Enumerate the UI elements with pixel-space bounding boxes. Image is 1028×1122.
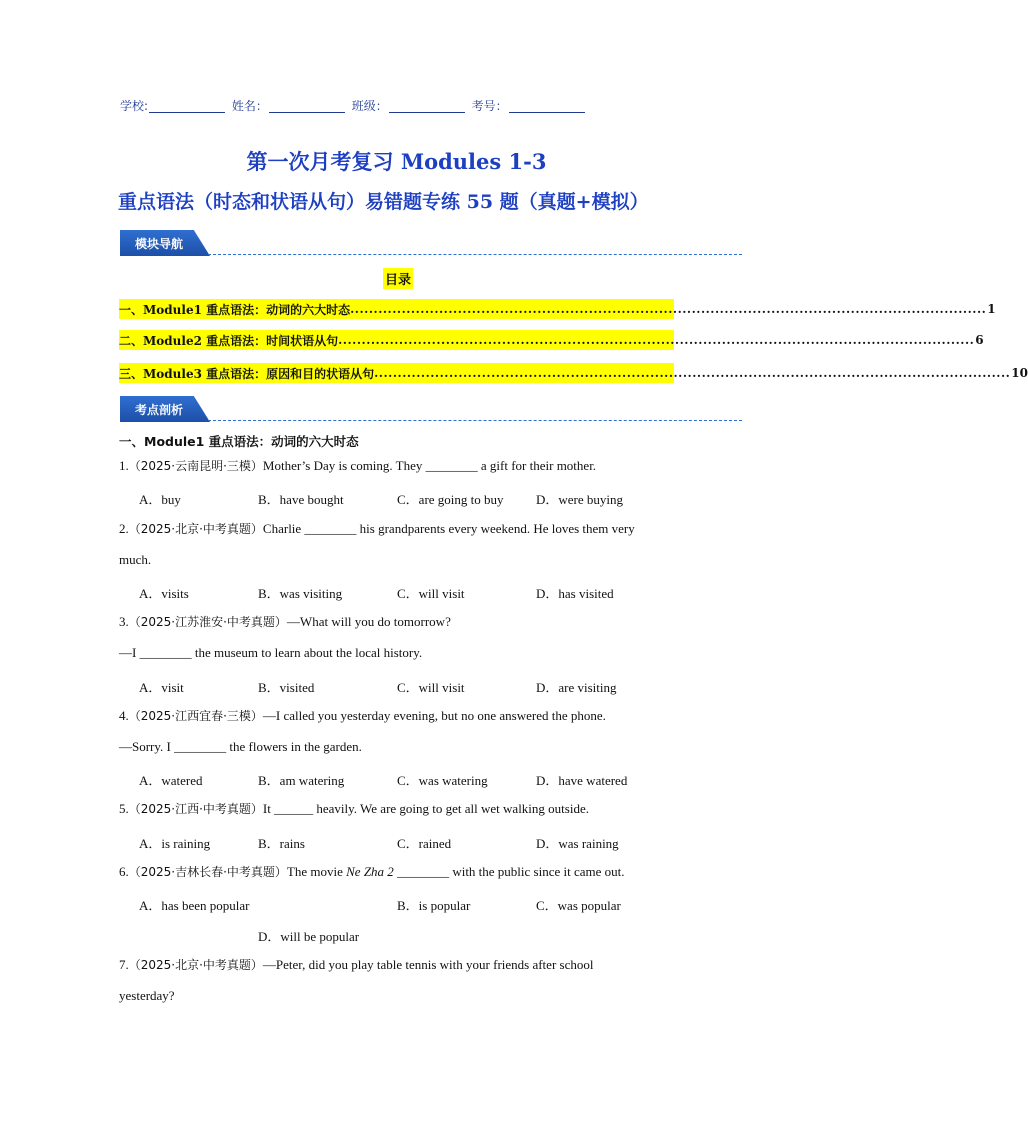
banner-label: 考点剖析: [135, 403, 184, 417]
option-d[interactable]: D．have watered: [536, 773, 628, 788]
toc-item[interactable]: [119, 330, 984, 350]
question-source: （2025·北京·中考真题）: [128, 958, 263, 972]
page-title: 第一次月考复习 Modules 1-3: [246, 149, 547, 174]
option-d[interactable]: D．has visited: [536, 586, 614, 601]
option-b[interactable]: B．visited: [258, 680, 315, 695]
question-number: 5.: [119, 801, 129, 816]
option-a[interactable]: A．visits: [139, 586, 189, 601]
option-c[interactable]: C．was watering: [397, 773, 488, 788]
question-source: （2025·北京·中考真题）: [128, 522, 263, 536]
question-4: [119, 708, 679, 724]
toc-heading: 目录: [383, 268, 413, 289]
name-blank[interactable]: [269, 99, 345, 113]
question-source: （2025·江苏淮安·中考真题）: [128, 615, 287, 629]
toc-item-page: 10: [1011, 366, 1028, 380]
option-a[interactable]: A．visit: [139, 680, 184, 695]
question-source: （2025·江西宜春·三模）: [128, 709, 263, 723]
question-text-continued: —I ________ the museum to learn about the local history.: [119, 645, 423, 660]
option-b[interactable]: B．is popular: [397, 898, 471, 913]
option-a[interactable]: A．buy: [139, 492, 181, 507]
toc-item-page: 1: [987, 302, 996, 316]
banner-divider: [208, 254, 742, 255]
toc-item-title: 三、Module3 重点语法：原因和目的状语从句: [119, 366, 375, 381]
option-c[interactable]: C．rained: [397, 836, 452, 851]
question-2: [119, 521, 679, 537]
question-source: （2025·吉林长春·中考真题）: [128, 865, 287, 879]
question-text-continued: much.: [119, 552, 152, 567]
option-b[interactable]: B．was visiting: [258, 586, 343, 601]
option-d[interactable]: D．are visiting: [536, 680, 617, 695]
option-c[interactable]: C．was popular: [536, 898, 621, 913]
question-number: 4.: [119, 708, 129, 723]
toc-item-page: 6: [975, 333, 984, 347]
module-nav-banner: [120, 230, 742, 258]
option-d[interactable]: D．was raining: [536, 836, 619, 851]
question-text: Charlie ________ his grandparents every weekend. He loves them very: [262, 521, 635, 536]
question-source: （2025·云南昆明·三模）: [128, 459, 263, 473]
option-d[interactable]: D．were buying: [536, 492, 624, 507]
question-3: [119, 614, 679, 630]
toc-item-title: 二、Module2 重点语法：时间状语从句: [119, 333, 339, 348]
option-b[interactable]: B．am watering: [258, 773, 345, 788]
school-blank[interactable]: [149, 99, 225, 113]
question-1: [119, 458, 679, 474]
question-number: 1.: [119, 458, 129, 473]
id-blank[interactable]: [509, 99, 585, 113]
question-text: ________ with the public since it came out.: [393, 864, 625, 879]
student-info-line: [120, 97, 588, 114]
question-number: 2.: [119, 521, 129, 536]
toc-leader-dots: ........................................................................................................................................: [338, 333, 975, 347]
option-c[interactable]: C．are going to buy: [397, 492, 504, 507]
question-text: Mother’s Day is coming. They ________ a gift for their mother.: [262, 458, 597, 473]
option-a[interactable]: A．watered: [139, 773, 203, 788]
class-label: 班级：: [351, 99, 388, 113]
option-b[interactable]: B．have bought: [258, 492, 344, 507]
school-label: 学校:: [120, 99, 149, 113]
question-source: （2025·江西·中考真题）: [128, 802, 263, 816]
option-d[interactable]: D．will be popular: [258, 929, 360, 944]
id-label: 考号：: [471, 99, 508, 113]
option-c[interactable]: C．will visit: [397, 586, 465, 601]
question-text: —What will you do tomorrow?: [286, 614, 451, 629]
name-label: 姓名：: [231, 99, 268, 113]
banner-label: 模块导航: [135, 237, 184, 251]
question-text-continued: yesterday?: [119, 988, 175, 1003]
question-5: [119, 801, 679, 817]
option-a[interactable]: A．is raining: [139, 836, 211, 851]
analysis-banner: [120, 396, 742, 424]
toc-item[interactable]: [119, 299, 996, 319]
option-a[interactable]: A．has been popular: [139, 898, 250, 913]
toc-item-title: 一、Module1 重点语法：动词的六大时态: [119, 302, 351, 317]
question-number: 3.: [119, 614, 129, 629]
question-text: It ______ heavily. We are going to get all wet walking outside.: [262, 801, 589, 816]
question-number: 7.: [119, 957, 129, 972]
question-text: The movie: [286, 864, 347, 879]
section-heading: 一、Module1 重点语法：动词的六大时态: [119, 434, 359, 449]
question-text-continued: —Sorry. I ________ the flowers in the garden.: [119, 739, 362, 754]
option-c[interactable]: C．will visit: [397, 680, 465, 695]
option-b[interactable]: B．rains: [258, 836, 305, 851]
question-number: 6.: [119, 864, 129, 879]
class-blank[interactable]: [389, 99, 465, 113]
toc-leader-dots: ........................................................................................................................................: [374, 366, 1011, 380]
question-6: [119, 864, 679, 880]
toc-item[interactable]: [119, 363, 1028, 383]
movie-title: Ne Zha 2: [346, 864, 394, 879]
banner-divider: [208, 420, 742, 421]
page-subtitle: 重点语法（时态和状语从句）易错题专练 55 题（真题+模拟）: [118, 191, 649, 213]
question-7: [119, 957, 679, 973]
question-text: —Peter, did you play table tennis with your friends after school: [262, 957, 594, 972]
toc-leader-dots: ........................................................................................................................................: [350, 302, 987, 316]
question-text: —I called you yesterday evening, but no one answered the phone.: [262, 708, 606, 723]
